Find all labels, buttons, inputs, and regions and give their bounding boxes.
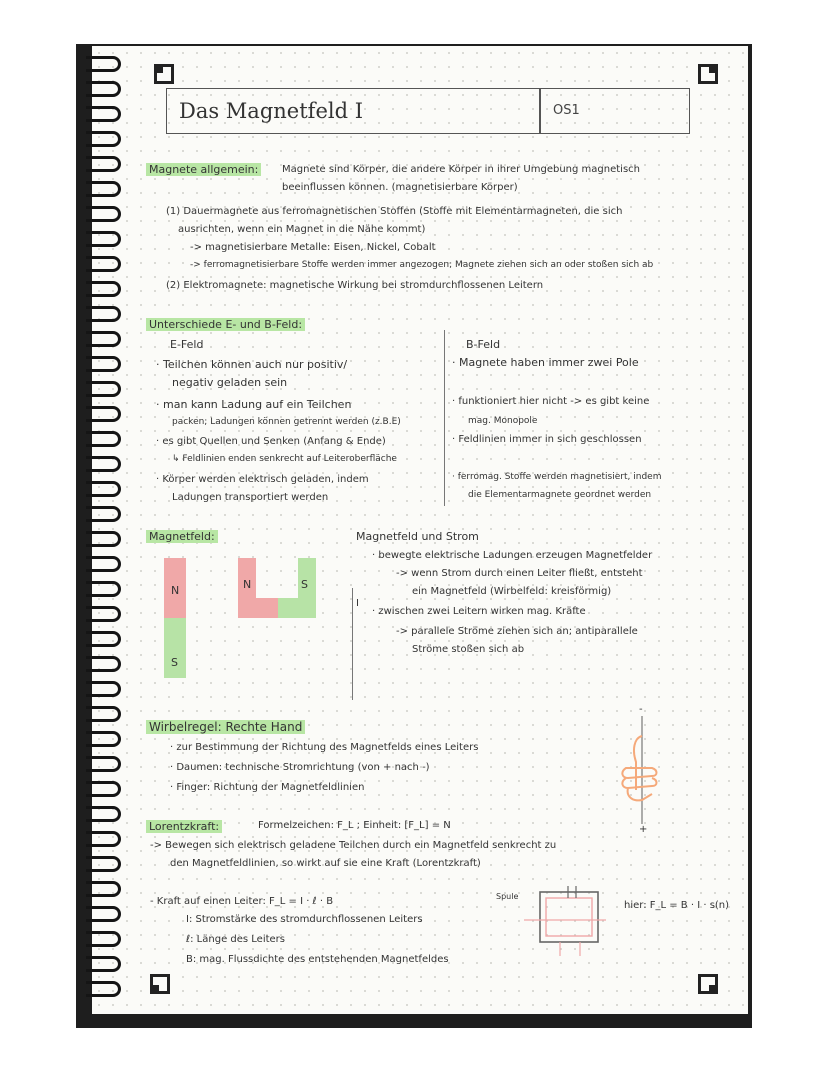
- spiral-ring: [86, 956, 121, 972]
- s5-line-6: B: mag. Flussdichte des entstehenden Magnetfeldes: [186, 954, 449, 965]
- spiral-ring: [86, 981, 121, 997]
- s1-line-5: -> magnetisierbare Metalle: Eisen, Nickel, Cobalt: [190, 242, 436, 253]
- corner-marker-top-right: [698, 64, 718, 84]
- spiral-ring: [86, 606, 121, 622]
- spiral-ring: [86, 406, 121, 422]
- s3-line-6: Ströme stoßen sich ab: [412, 644, 525, 655]
- e-item-2a: · man kann Ladung auf ein Teilchen: [156, 398, 352, 411]
- s3-line-5: -> parallele Ströme ziehen sich an; antiparallele: [396, 626, 638, 637]
- spiral-ring: [86, 181, 121, 197]
- spiral-ring: [86, 506, 121, 522]
- spiral-ring: [86, 81, 121, 97]
- e-feld-heading: E-Feld: [170, 338, 204, 351]
- s5-line-2: den Magnetfeldlinien, so wirkt auf sie eine Kraft (Lorentzkraft): [170, 858, 481, 869]
- spiral-ring: [86, 831, 121, 847]
- s1-line-6: -> ferromagnetisierbare Stoffe werden immer angezogen; Magnete ziehen sich an oder stoßen sich ab: [190, 260, 654, 270]
- e-item-3a: · es gibt Quellen und Senken (Anfang & Ende): [156, 436, 386, 447]
- b-feld-heading: B-Feld: [466, 338, 501, 351]
- s5-line-5: ℓ: Länge des Leiters: [186, 934, 286, 945]
- s1-line-1: Magnete sind Körper, die andere Körper in ihrer Umgebung magnetisch: [282, 164, 640, 175]
- s5-line-3: - Kraft auf einen Leiter: F_L = I · ℓ · B: [150, 896, 334, 907]
- s1-line-2: beeinflussen können. (magnetisierbare Körper): [282, 182, 518, 193]
- spiral-ring: [86, 331, 121, 347]
- spiral-ring: [86, 481, 121, 497]
- s5-line-1: -> Bewegen sich elektrisch geladene Teilchen durch ein Magnetfeld senkrecht zu: [150, 840, 557, 851]
- spiral-ring: [86, 431, 121, 447]
- e-item-4b: Ladungen transportiert werden: [172, 492, 329, 503]
- right-hand-drawing: [612, 706, 672, 836]
- spiral-ring: [86, 681, 121, 697]
- spiral-ring: [86, 806, 121, 822]
- hand-minus-label: -: [639, 704, 643, 715]
- s3-line-2: -> wenn Strom durch einen Leiter fließt, entsteht: [396, 568, 643, 579]
- horseshoe-s-label: S: [301, 578, 308, 591]
- b-item-4a: · ferromag. Stoffe werden magnetisiert, indem: [452, 472, 662, 482]
- spiral-ring: [86, 631, 121, 647]
- b-item-1: · Magnete haben immer zwei Pole: [452, 356, 639, 369]
- spiral-ring: [86, 206, 121, 222]
- spiral-ring: [86, 356, 121, 372]
- s1-line-7: (2) Elektromagnete: magnetische Wirkung bei stromdurchflossenen Leitern: [166, 280, 544, 291]
- spiral-ring: [86, 856, 121, 872]
- spiral-ring: [86, 581, 121, 597]
- e-item-2b: packen; Ladungen können getrennt werden (z.B.E): [172, 417, 401, 427]
- spiral-ring: [86, 706, 121, 722]
- spiral-ring: [86, 731, 121, 747]
- title-box: [166, 88, 690, 134]
- spiral-ring: [86, 56, 121, 72]
- spiral-ring: [86, 531, 121, 547]
- bar-magnet-south: [164, 618, 186, 678]
- spiral-ring: [86, 281, 121, 297]
- b-item-2a: · funktioniert hier nicht -> es gibt keine: [452, 396, 650, 407]
- spiral-ring: [86, 556, 121, 572]
- s1-line-4: ausrichten, wenn ein Magnet in die Nähe kommt): [178, 224, 426, 235]
- bar-magnet-s-label: S: [171, 656, 178, 669]
- spiral-ring: [86, 106, 121, 122]
- corner-marker-bottom-right: [698, 974, 718, 994]
- horseshoe-bottom-left: [256, 598, 278, 618]
- s4-line-1: · zur Bestimmung der Richtung des Magnetfelds eines Leiters: [170, 742, 479, 753]
- spiral-ring: [86, 156, 121, 172]
- page-code: OS1: [553, 103, 580, 118]
- s4-line-2: · Daumen: technische Stromrichtung (von + nach -): [170, 762, 430, 773]
- s3-line-1: · bewegte elektrische Ladungen erzeugen Magnetfelder: [372, 550, 653, 561]
- e-item-4a: · Körper werden elektrisch geladen, indem: [156, 474, 369, 485]
- section-heading-magnetfeld: Magnetfeld:: [146, 530, 218, 543]
- spiral-ring: [86, 256, 121, 272]
- corner-marker-bottom-left: [150, 974, 170, 994]
- section-heading-unterschiede: Unterschiede E- und B-Feld:: [146, 318, 305, 331]
- coil-formula: hier: F_L = B · I · s(n): [624, 900, 730, 911]
- section-heading-magnetfeld-strom: Magnetfeld und Strom: [356, 530, 479, 543]
- spiral-ring: [86, 906, 121, 922]
- spiral-ring: [86, 781, 121, 797]
- b-item-3: · Feldlinien immer in sich geschlossen: [452, 434, 642, 445]
- horseshoe-n-label: N: [243, 578, 252, 591]
- spiral-ring: [86, 306, 121, 322]
- b-item-2b: mag. Monopole: [468, 416, 538, 426]
- corner-marker-top-left: [154, 64, 174, 84]
- spiral-ring: [86, 756, 121, 772]
- spiral-ring: [86, 381, 121, 397]
- lorentz-formula-header: Formelzeichen: F_L ; Einheit: [F_L] = N: [258, 820, 451, 831]
- e-item-1b: negativ geladen sein: [172, 376, 288, 389]
- title-divider: [539, 89, 541, 133]
- section-heading-magnete-allgemein: Magnete allgemein:: [146, 163, 261, 176]
- page-title: Das Magnetfeld I: [179, 99, 363, 123]
- coil-diagram: [520, 884, 610, 964]
- s1-line-3: (1) Dauermagnete aus ferromagnetischen Stoffen (Stoffe mit Elementarmagneten, die sich: [166, 206, 623, 217]
- column-divider: [444, 330, 445, 506]
- e-item-1a: · Teilchen können auch nur positiv/: [156, 358, 348, 371]
- s5-line-4: I: Stromstärke des stromdurchflossenen Leiters: [186, 914, 423, 925]
- spule-label: Spule: [496, 892, 519, 901]
- horseshoe-bottom-right: [278, 598, 298, 618]
- s3-line-4: · zwischen zwei Leitern wirken mag. Kräfte: [372, 606, 586, 617]
- bar-magnet-n-label: N: [171, 584, 180, 597]
- spiral-ring: [86, 931, 121, 947]
- spiral-ring: [86, 656, 121, 672]
- current-label: I: [356, 598, 359, 609]
- e-item-3b: ↳ Feldlinien enden senkrecht auf Leiteroberfläche: [172, 454, 397, 464]
- spiral-ring: [86, 456, 121, 472]
- section-heading-lorentzkraft: Lorentzkraft:: [146, 820, 222, 833]
- spiral-ring: [86, 231, 121, 247]
- section-heading-wirbelregel: Wirbelregel: Rechte Hand: [146, 720, 305, 734]
- spiral-ring: [86, 131, 121, 147]
- spiral-ring: [86, 881, 121, 897]
- s4-line-3: · Finger: Richtung der Magnetfeldlinien: [170, 782, 365, 793]
- conductor-line: [352, 588, 353, 700]
- hand-plus-label: +: [639, 824, 648, 835]
- b-item-4b: die Elementarmagnete geordnet werden: [468, 490, 652, 500]
- s3-line-3: ein Magnetfeld (Wirbelfeld: kreisförmig): [412, 586, 612, 597]
